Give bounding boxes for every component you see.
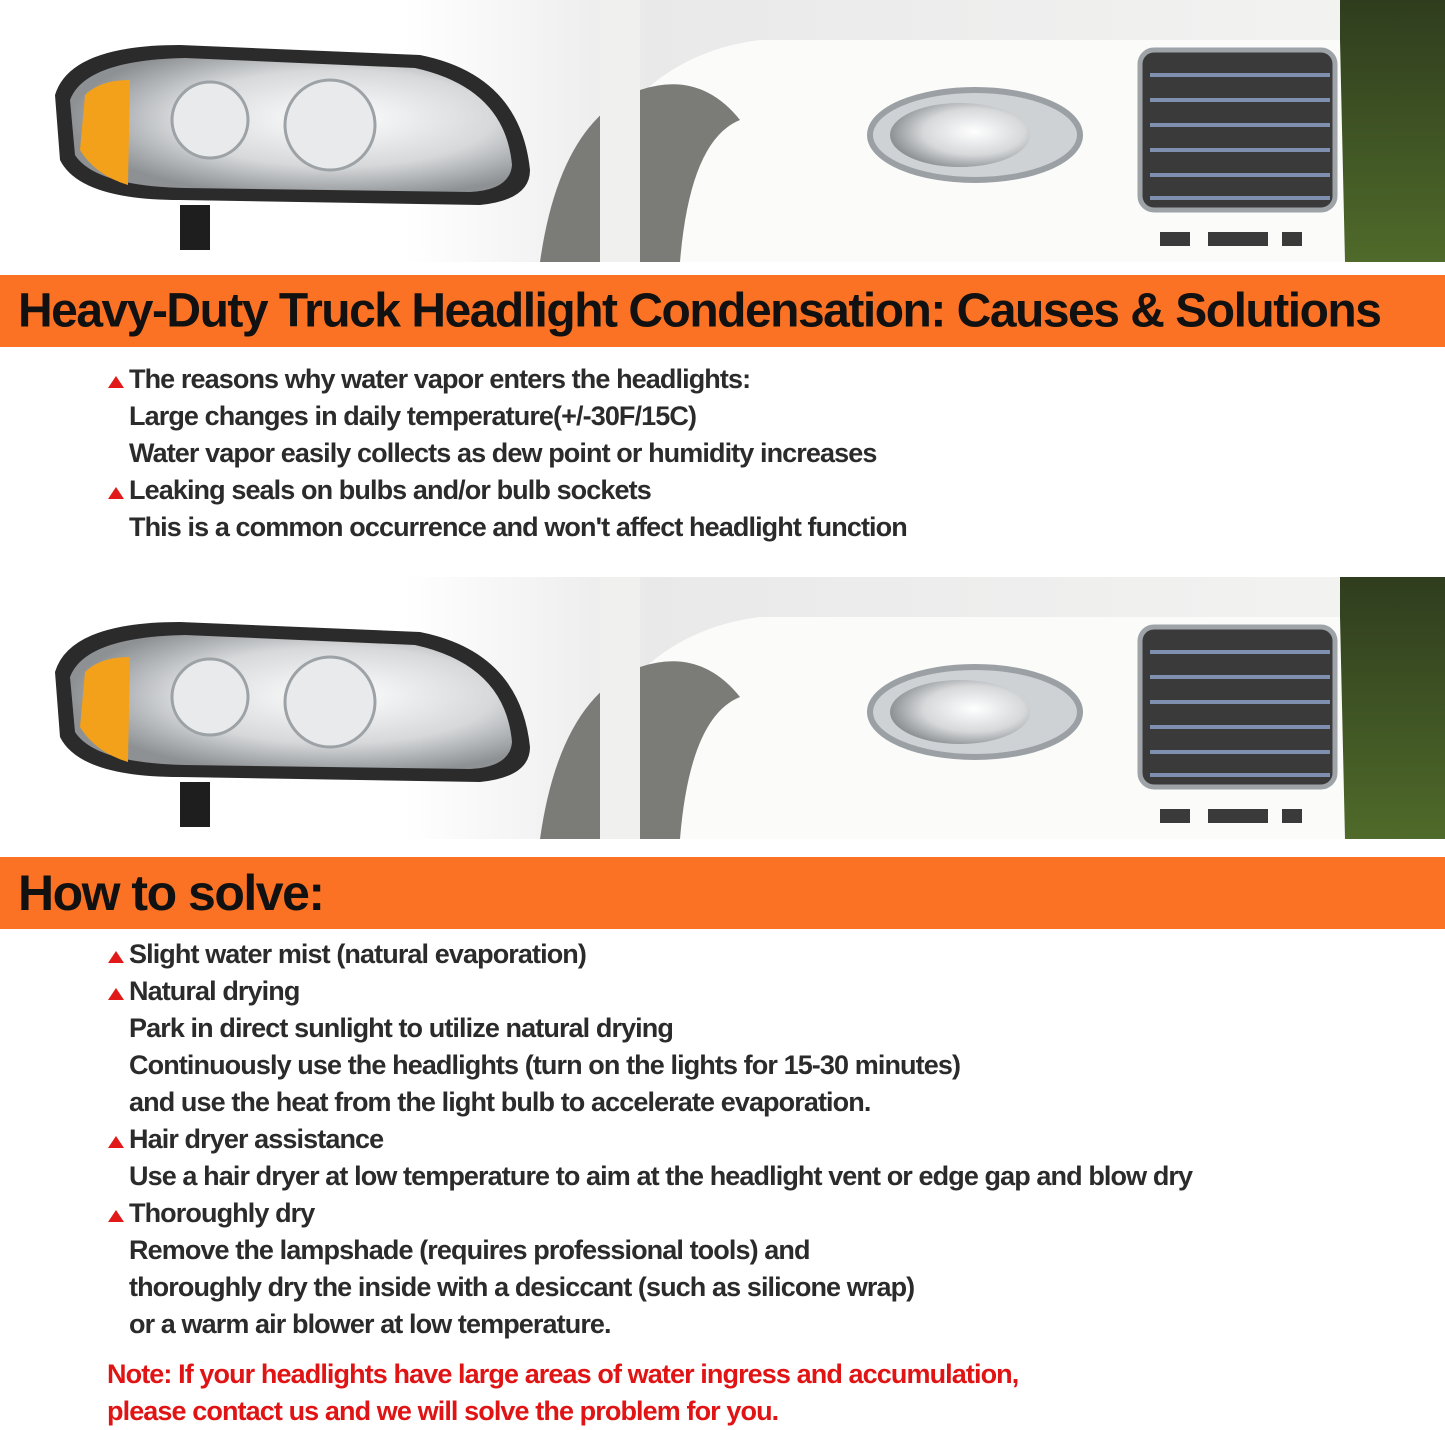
solution-item-heading-text: Hair dryer assistance [129, 1124, 384, 1154]
solution-item-line: Use a hair dryer at low temperature to aim at the headlight vent or edge gap and blow dry [129, 1161, 1193, 1191]
headlight-truck-illustration [0, 577, 1445, 839]
solutions-section [105, 936, 1385, 1343]
red-triangle-bullet-icon [108, 1210, 124, 1222]
red-triangle-bullet-icon [108, 951, 124, 963]
causes-item-heading-text: The reasons why water vapor enters the headlights: [129, 364, 751, 394]
headlight-product-photo-bottom [0, 577, 1445, 839]
causes-item-line: Large changes in daily temperature(+/-30F/15C) [129, 401, 697, 431]
solution-item-heading [105, 936, 1385, 973]
causes-item-line: Water vapor easily collects as dew point or humidity increases [129, 438, 877, 468]
solution-item-heading-text: Slight water mist (natural evaporation) [129, 939, 586, 969]
headlight-product-photo-top [0, 0, 1445, 262]
red-triangle-bullet-icon [108, 376, 124, 388]
causes-banner [0, 275, 1445, 347]
causes-item-line: This is a common occurrence and won't affect headlight function [129, 512, 907, 542]
solution-item-line: or a warm air blower at low temperature. [129, 1309, 611, 1339]
red-triangle-bullet-icon [108, 1136, 124, 1148]
headlight-truck-illustration [0, 0, 1445, 262]
solution-item-heading [105, 973, 1385, 1010]
solution-item-line: and use the heat from the light bulb to accelerate evaporation. [129, 1087, 871, 1117]
causes-banner-title: Heavy-Duty Truck Headlight Condensation: Causes & Solutions [18, 284, 1381, 338]
solution-item-line: thoroughly dry the inside with a desiccant (such as silicone wrap) [129, 1272, 915, 1302]
causes-item-heading [105, 361, 1385, 398]
solution-item-heading-text: Thoroughly dry [129, 1198, 315, 1228]
solve-banner-title: How to solve: [18, 865, 324, 921]
solution-item-heading [105, 1121, 1385, 1158]
red-triangle-bullet-icon [108, 988, 124, 1000]
red-triangle-bullet-icon [108, 487, 124, 499]
solve-banner [0, 857, 1445, 929]
causes-item-heading [105, 472, 1385, 509]
contact-note [107, 1356, 1307, 1430]
causes-section [105, 361, 1385, 546]
note-line-2: please contact us and we will solve the problem for you. [107, 1396, 779, 1426]
solution-item-line: Park in direct sunlight to utilize natural drying [129, 1013, 673, 1043]
solution-item-line: Continuously use the headlights (turn on the lights for 15-30 minutes) [129, 1050, 961, 1080]
note-line-1: Note: If your headlights have large areas of water ingress and accumulation, [107, 1359, 1019, 1389]
causes-item-heading-text: Leaking seals on bulbs and/or bulb sockets [129, 475, 651, 505]
solution-item-heading [105, 1195, 1385, 1232]
solution-item-line: Remove the lampshade (requires professional tools) and [129, 1235, 810, 1265]
solution-item-heading-text: Natural drying [129, 976, 300, 1006]
